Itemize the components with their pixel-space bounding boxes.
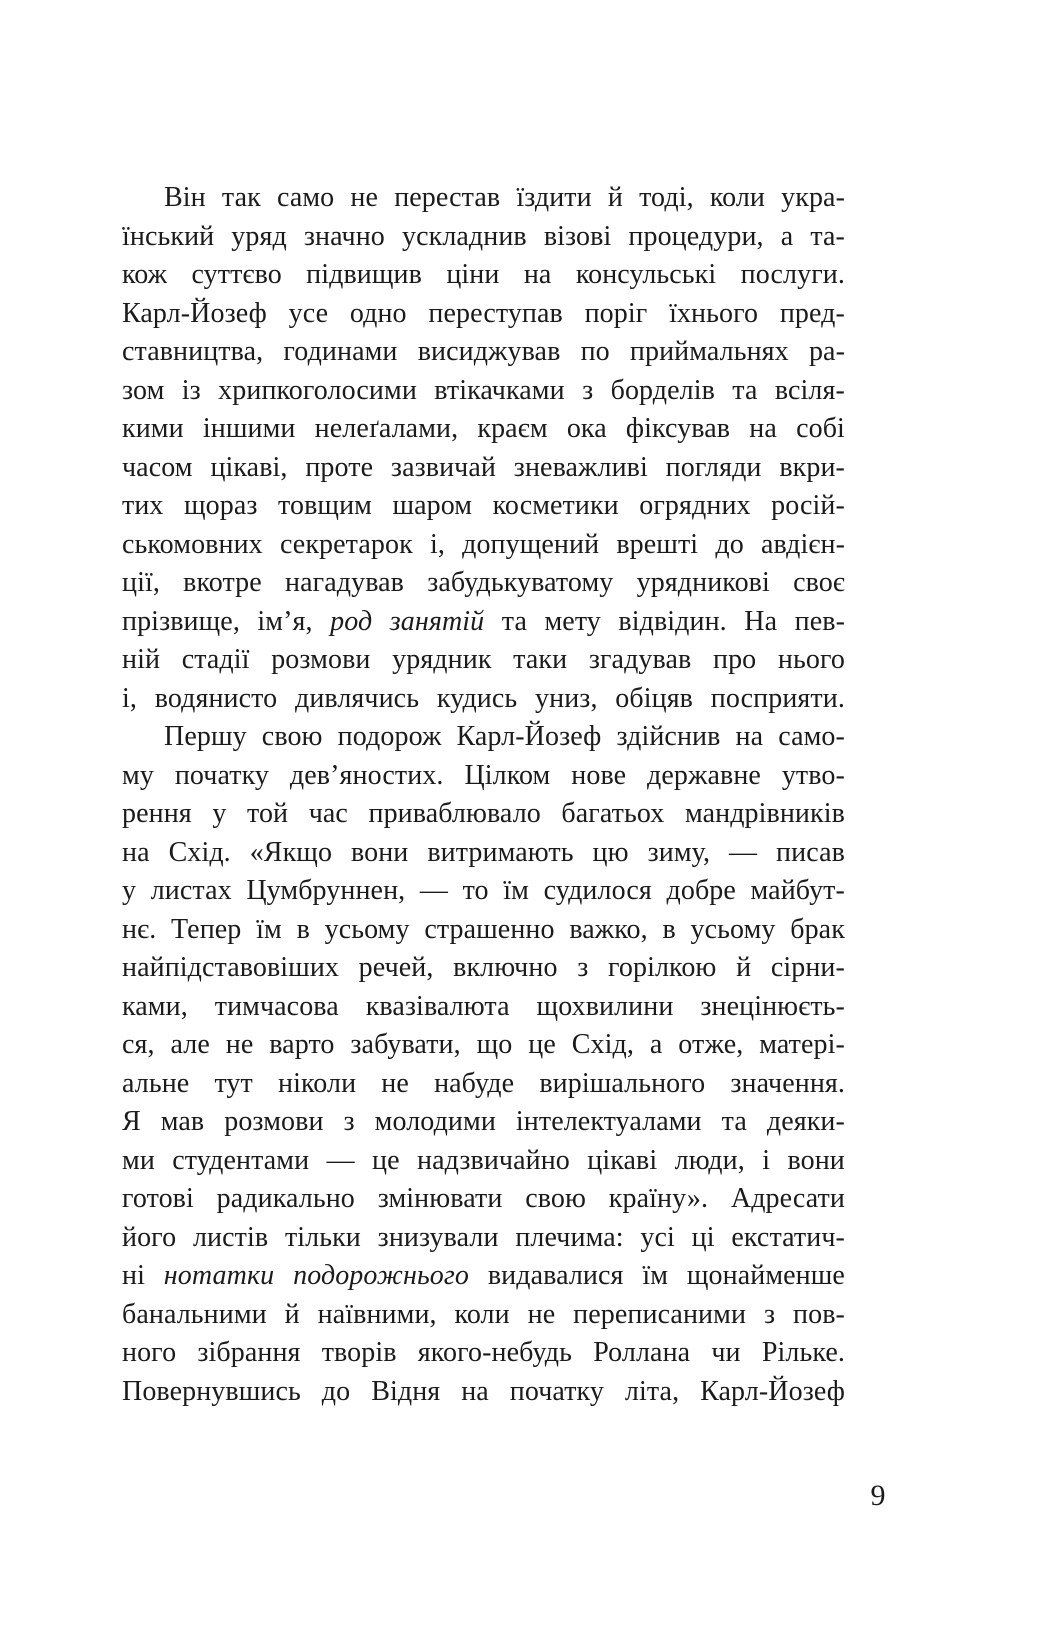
word: тих bbox=[122, 490, 164, 521]
word: Карл-Йозеф bbox=[700, 1375, 845, 1407]
word: забувати, bbox=[350, 1029, 461, 1060]
text-line bbox=[122, 1065, 845, 1104]
text-line bbox=[122, 487, 845, 526]
word: нелеґалами, bbox=[314, 413, 459, 444]
word: своє bbox=[793, 567, 845, 598]
word: фіксував bbox=[625, 413, 731, 444]
word: процедури, bbox=[628, 220, 764, 252]
word: змінювати bbox=[377, 1183, 503, 1214]
text-line bbox=[122, 911, 845, 950]
word: коли bbox=[709, 182, 765, 213]
word: листах bbox=[150, 875, 232, 906]
word: Схід, bbox=[571, 1029, 634, 1060]
word: значно bbox=[303, 220, 385, 252]
word: плечима: bbox=[515, 1221, 624, 1253]
word: і bbox=[762, 1144, 771, 1176]
word: та bbox=[721, 1106, 747, 1137]
word: усьому bbox=[690, 913, 776, 945]
word: На bbox=[744, 605, 778, 637]
word: це bbox=[528, 1029, 556, 1060]
word: ськомовних bbox=[122, 528, 263, 560]
word: цікаві, bbox=[210, 451, 288, 483]
word: переступав bbox=[428, 297, 563, 329]
word: а bbox=[780, 220, 794, 252]
word: погляди bbox=[665, 451, 762, 483]
word: ся, bbox=[122, 1029, 155, 1060]
word: та bbox=[732, 374, 758, 406]
word: хрипкоголосими bbox=[218, 374, 417, 406]
word: Я bbox=[122, 1106, 141, 1137]
word: брак bbox=[790, 913, 845, 945]
word: ім’я, bbox=[257, 605, 313, 637]
word: країну». bbox=[608, 1183, 709, 1214]
word: ні bbox=[122, 1260, 145, 1291]
word: висиджував bbox=[417, 336, 561, 367]
word: то bbox=[462, 875, 489, 906]
word: нє. bbox=[122, 913, 157, 945]
word: з bbox=[577, 952, 589, 983]
text-line bbox=[122, 641, 845, 680]
word: наївними, bbox=[317, 1298, 437, 1330]
word: забудькуватому bbox=[427, 567, 614, 598]
word: усьому bbox=[324, 913, 410, 945]
word: вони bbox=[787, 1144, 845, 1176]
word: — bbox=[729, 836, 758, 868]
word: ціни bbox=[446, 259, 500, 290]
word: найпідставовіших bbox=[122, 952, 340, 983]
text-line bbox=[122, 564, 845, 603]
word: державне bbox=[647, 759, 761, 791]
word: собі bbox=[796, 413, 845, 444]
word: тоді, bbox=[639, 182, 694, 213]
word: іншими bbox=[202, 413, 296, 444]
word: й bbox=[736, 952, 752, 983]
word: а bbox=[649, 1029, 663, 1060]
word: вирішального bbox=[539, 1067, 706, 1099]
word: творів bbox=[321, 1337, 397, 1368]
word: багатьох bbox=[561, 798, 665, 829]
word: значення. bbox=[730, 1067, 845, 1099]
word: цю bbox=[592, 836, 629, 868]
word: їздити bbox=[516, 182, 592, 213]
word: консульські bbox=[575, 259, 717, 290]
text-line bbox=[122, 1296, 845, 1335]
word: водянисто bbox=[154, 682, 278, 714]
body-text bbox=[122, 179, 845, 1411]
word: часом bbox=[122, 451, 193, 483]
paragraph bbox=[122, 718, 845, 1411]
word: та- bbox=[810, 220, 845, 252]
word: дивлячись bbox=[294, 682, 420, 714]
text-line bbox=[122, 680, 845, 719]
word: само bbox=[276, 182, 335, 213]
word: мандрівників bbox=[684, 798, 845, 829]
text-line bbox=[122, 872, 845, 911]
text-line bbox=[122, 1180, 845, 1219]
word: не bbox=[381, 1067, 409, 1099]
word: страшенно bbox=[424, 913, 555, 945]
word: втікачками bbox=[434, 374, 565, 406]
text-line bbox=[122, 1334, 845, 1373]
italic-word: род bbox=[330, 605, 373, 637]
text-line bbox=[122, 1219, 845, 1258]
word: здійснив bbox=[616, 721, 721, 752]
word: борделів bbox=[610, 374, 715, 406]
text-line bbox=[122, 449, 845, 488]
word: в bbox=[662, 913, 676, 945]
word: якого-небудь bbox=[417, 1337, 572, 1368]
word: візові bbox=[543, 220, 612, 252]
text-line bbox=[122, 410, 845, 449]
word: поріг bbox=[584, 297, 648, 329]
word: мету bbox=[544, 605, 601, 637]
word: радикально bbox=[216, 1183, 355, 1214]
word: до bbox=[321, 1375, 351, 1407]
word: розмови bbox=[271, 644, 371, 675]
word: але bbox=[170, 1029, 210, 1060]
word: на bbox=[122, 836, 150, 868]
word: і, bbox=[429, 528, 445, 560]
word: не bbox=[350, 182, 379, 213]
word: з bbox=[582, 374, 594, 406]
word: — bbox=[419, 875, 448, 906]
word: стадії bbox=[181, 644, 250, 675]
word: Роллана bbox=[593, 1337, 691, 1368]
word: у bbox=[212, 798, 227, 829]
word: вони bbox=[350, 836, 409, 868]
word: включно bbox=[453, 952, 558, 983]
word: ній bbox=[122, 644, 161, 675]
word: банальними bbox=[122, 1298, 267, 1330]
word: зневажливі bbox=[513, 451, 648, 483]
word: свою bbox=[525, 1183, 587, 1214]
word: свою bbox=[261, 721, 323, 752]
word: знецінюєть- bbox=[700, 990, 845, 1022]
word: Він bbox=[164, 182, 206, 213]
word: альне bbox=[122, 1067, 190, 1099]
word: рення bbox=[122, 798, 192, 829]
text-line bbox=[122, 372, 845, 411]
word: час bbox=[308, 798, 348, 829]
word: Повернувшись bbox=[122, 1375, 301, 1407]
text-line bbox=[122, 218, 845, 257]
word: із bbox=[181, 374, 201, 406]
word: їм bbox=[503, 875, 529, 906]
word: майбут- bbox=[750, 875, 845, 906]
word: усе bbox=[288, 297, 329, 329]
word: пов- bbox=[793, 1298, 845, 1330]
word: уряд bbox=[231, 220, 287, 252]
word: авдієн- bbox=[760, 528, 845, 560]
word: до bbox=[715, 528, 744, 560]
text-line bbox=[122, 256, 845, 295]
word: квазівалюта bbox=[365, 990, 510, 1022]
word: зиму, bbox=[647, 836, 711, 868]
word: на bbox=[461, 1375, 489, 1407]
word: й bbox=[284, 1298, 300, 1330]
word: по bbox=[580, 336, 610, 367]
word: му bbox=[122, 759, 154, 791]
word: Цумбруннен, bbox=[246, 875, 406, 906]
word: люди, bbox=[674, 1144, 745, 1176]
word: всіля- bbox=[774, 374, 845, 406]
word: ніколи bbox=[278, 1067, 357, 1099]
word: дев’яностих. bbox=[289, 759, 444, 791]
word: Адресати bbox=[730, 1183, 845, 1214]
text-line bbox=[122, 834, 845, 873]
word: видавалися bbox=[487, 1260, 624, 1291]
text-line bbox=[122, 526, 845, 565]
word: врешті bbox=[616, 528, 699, 560]
text-line bbox=[122, 1103, 845, 1142]
italic-word: подорожнього bbox=[293, 1260, 470, 1291]
word: набуде bbox=[434, 1067, 515, 1099]
word: ра- bbox=[808, 336, 845, 367]
word: урядникові bbox=[636, 567, 770, 598]
word: писав bbox=[776, 836, 845, 868]
word: добре bbox=[666, 875, 736, 906]
text-line bbox=[122, 757, 845, 796]
word: горілкою bbox=[608, 952, 717, 983]
word: вкотре bbox=[183, 567, 262, 598]
word: інтелектуалами bbox=[515, 1106, 702, 1137]
word: щонайменше bbox=[686, 1260, 845, 1291]
word: суттєво bbox=[191, 259, 282, 290]
word: краєм bbox=[477, 413, 548, 444]
word: Першу bbox=[164, 721, 247, 752]
word: речей, bbox=[358, 952, 434, 983]
word: ока bbox=[566, 413, 607, 444]
word: кудись bbox=[436, 682, 518, 714]
page-number: 9 bbox=[870, 1479, 886, 1512]
word: витримають bbox=[427, 836, 574, 868]
text-line bbox=[122, 1142, 845, 1181]
word: обіцяв bbox=[615, 682, 694, 714]
word: ного bbox=[122, 1337, 177, 1368]
word: перестав bbox=[394, 182, 501, 213]
word: огрядних bbox=[639, 490, 751, 521]
word: той bbox=[246, 798, 289, 829]
text-line bbox=[122, 718, 845, 757]
word: ставництва, bbox=[122, 336, 264, 367]
word: Цілком bbox=[464, 759, 551, 791]
word: ускладнив bbox=[401, 220, 527, 252]
text-line bbox=[122, 333, 845, 372]
word: тільки bbox=[284, 1221, 361, 1253]
word: допущений bbox=[462, 528, 600, 560]
word: таки bbox=[513, 644, 568, 675]
word: готові bbox=[122, 1183, 194, 1214]
word: Рільке. bbox=[761, 1337, 845, 1368]
word: варто bbox=[269, 1029, 335, 1060]
text-line bbox=[122, 1257, 845, 1296]
word: і, bbox=[122, 682, 137, 714]
word: сірни- bbox=[770, 952, 845, 983]
word: що bbox=[476, 1029, 513, 1060]
word: приваблювало bbox=[368, 798, 541, 829]
word: ції, bbox=[122, 567, 160, 598]
word: подорож bbox=[337, 721, 442, 752]
word: в bbox=[296, 913, 310, 945]
word: переписаними bbox=[573, 1298, 747, 1330]
word: на bbox=[735, 721, 764, 752]
word: урядник bbox=[392, 644, 492, 675]
word: униз, bbox=[535, 682, 598, 714]
word: їхнього bbox=[669, 297, 759, 329]
word: ці bbox=[691, 1221, 715, 1253]
word: Карл-Йозеф bbox=[122, 297, 267, 329]
word: судилося bbox=[543, 875, 652, 906]
word: на bbox=[523, 259, 552, 290]
word: зом bbox=[122, 374, 165, 406]
word: зібрання bbox=[197, 1337, 301, 1368]
italic-word: нотатки bbox=[163, 1260, 275, 1291]
word: це bbox=[372, 1144, 400, 1176]
word: коли bbox=[454, 1298, 510, 1330]
word: пев- bbox=[794, 605, 845, 637]
word: нього bbox=[777, 644, 845, 675]
word: утво- bbox=[781, 759, 845, 791]
text-line bbox=[122, 179, 845, 218]
word: ми bbox=[122, 1144, 155, 1176]
word: підвищив bbox=[306, 259, 422, 290]
text-line bbox=[122, 795, 845, 834]
word: на bbox=[749, 413, 777, 444]
word: екстатич- bbox=[731, 1221, 845, 1253]
word: косметики bbox=[492, 490, 619, 521]
word: мав bbox=[160, 1106, 205, 1137]
word: Відня bbox=[371, 1375, 441, 1407]
word: шаром bbox=[392, 490, 473, 521]
word: у bbox=[122, 875, 137, 906]
word: укра- bbox=[781, 182, 845, 213]
word: надзвичайно bbox=[417, 1144, 570, 1176]
word: усі bbox=[640, 1221, 675, 1253]
word: чи bbox=[711, 1337, 741, 1368]
word: нагадував bbox=[285, 567, 405, 598]
word: й bbox=[607, 182, 623, 213]
word: одно bbox=[349, 297, 407, 329]
word: росій- bbox=[771, 490, 845, 521]
word: тут bbox=[214, 1067, 253, 1099]
word: з bbox=[763, 1298, 776, 1330]
word: ками, bbox=[122, 990, 188, 1022]
word: їм bbox=[642, 1260, 669, 1291]
text-line bbox=[122, 603, 845, 642]
word: розмови bbox=[224, 1106, 324, 1137]
word: Карл-Йозеф bbox=[456, 721, 602, 752]
word: матері- bbox=[759, 1029, 845, 1060]
text-line bbox=[122, 949, 845, 988]
text-line bbox=[122, 1373, 845, 1412]
text-line bbox=[122, 1026, 845, 1065]
word: кими bbox=[122, 413, 184, 444]
word: товщим bbox=[278, 490, 372, 521]
word: кож bbox=[122, 259, 168, 290]
word: — bbox=[326, 1144, 355, 1176]
word: прізвище, bbox=[122, 605, 240, 637]
word: Тепер bbox=[171, 913, 242, 945]
word: вкри- bbox=[779, 451, 845, 483]
word: так bbox=[221, 182, 261, 213]
word: відвідин. bbox=[618, 605, 727, 637]
word: їнський bbox=[122, 220, 215, 252]
italic-word: занятій bbox=[389, 605, 485, 637]
word: секретарок bbox=[279, 528, 413, 560]
word: годинами bbox=[283, 336, 398, 367]
word: студентами bbox=[172, 1144, 310, 1176]
word: приймальнях bbox=[629, 336, 789, 367]
word: його bbox=[122, 1221, 177, 1253]
word: знизували bbox=[377, 1221, 499, 1253]
word: отже, bbox=[678, 1029, 744, 1060]
word: щораз bbox=[184, 490, 258, 521]
word: послуги. bbox=[740, 259, 845, 290]
text-line bbox=[122, 988, 845, 1027]
word: тимчасова bbox=[214, 990, 339, 1022]
word: «Якщо bbox=[249, 836, 333, 868]
word: молодими bbox=[374, 1106, 496, 1137]
paragraph bbox=[122, 179, 845, 718]
word: згадував bbox=[588, 644, 692, 675]
word: само- bbox=[778, 721, 845, 752]
word: та bbox=[501, 605, 527, 637]
word: цікаві bbox=[587, 1144, 658, 1176]
word: про bbox=[712, 644, 757, 675]
word: Схід. bbox=[168, 836, 231, 868]
word: літа, bbox=[624, 1375, 680, 1407]
word: не bbox=[527, 1298, 556, 1330]
word: початку bbox=[509, 1375, 604, 1407]
word: посприяти. bbox=[710, 682, 845, 714]
word: проте bbox=[305, 451, 374, 483]
word: нове bbox=[571, 759, 627, 791]
text-line bbox=[122, 295, 845, 334]
word: зазвичай bbox=[390, 451, 496, 483]
word: початку bbox=[174, 759, 270, 791]
word: листів bbox=[192, 1221, 269, 1253]
word: з bbox=[343, 1106, 355, 1137]
word: їм bbox=[256, 913, 282, 945]
word: не bbox=[225, 1029, 254, 1060]
word: пред- bbox=[779, 297, 845, 329]
word: щохвилини bbox=[536, 990, 674, 1022]
word: деяки- bbox=[766, 1106, 845, 1137]
word: важко, bbox=[569, 913, 648, 945]
